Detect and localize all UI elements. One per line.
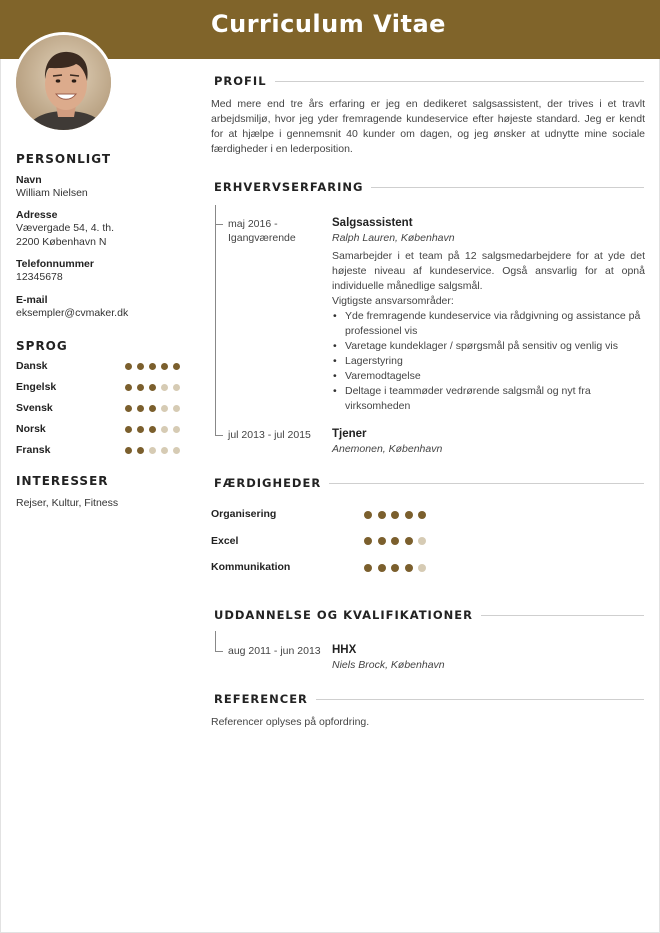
language-row — [16, 444, 186, 465]
job-title: Salgsassistent — [332, 217, 413, 229]
language-row — [16, 423, 186, 444]
language-name: Fransk — [16, 444, 51, 456]
document-title: Curriculum Vitae — [211, 10, 446, 38]
level-dot-filled — [378, 564, 386, 572]
responsibility-list — [332, 309, 645, 414]
level-dot-filled — [137, 363, 144, 370]
level-dot-empty — [418, 537, 426, 545]
list-item: • Lagerstyring — [332, 354, 645, 369]
level-dot-empty — [161, 447, 168, 454]
job-organization: Anemonen, København — [332, 443, 443, 455]
level-dot-filled — [149, 426, 156, 433]
language-list — [16, 360, 186, 465]
skills-heading: FÆRDIGHEDER — [214, 476, 329, 490]
level-dot-empty — [173, 447, 180, 454]
education-date: aug 2011 - jun 2013 — [228, 645, 321, 657]
field-value: 12345678 — [16, 271, 63, 283]
field-label: Adresse — [16, 209, 58, 221]
job-organization: Ralph Lauren, København — [332, 232, 455, 244]
language-name: Engelsk — [16, 381, 57, 393]
section-divider — [305, 699, 644, 700]
job-description: Samarbejder i et team på 12 salgsmedarbejdere for at yde det højeste niveau af kundeservice. Også ansvarlig for at opnå individuelle månedlige salgsmål. — [332, 250, 645, 292]
level-dot-filled — [418, 511, 426, 519]
interests-heading: INTERESSER — [16, 474, 109, 488]
level-dot-filled — [405, 537, 413, 545]
education-title: HHX — [332, 644, 357, 656]
timeline-tick — [215, 435, 223, 436]
level-dot-filled — [173, 363, 180, 370]
timeline-tick — [215, 224, 223, 225]
field-label: Telefonnummer — [16, 258, 94, 270]
language-level-dots — [125, 426, 180, 433]
level-dot-filled — [137, 426, 144, 433]
level-dot-filled — [391, 537, 399, 545]
level-dot-empty — [161, 384, 168, 391]
skill-level-dots — [364, 564, 426, 572]
skill-name: Kommunikation — [211, 561, 291, 573]
job-date — [228, 217, 296, 245]
skill-name: Excel — [211, 534, 239, 547]
timeline-line — [215, 631, 216, 652]
job-title: Tjener — [332, 428, 367, 440]
language-name: Norsk — [16, 423, 46, 435]
list-item: • Yde fremragende kundeservice via rådgivning og assistance på professionel vis — [332, 309, 645, 339]
languages-heading: SPROG — [16, 339, 68, 353]
level-dot-filled — [149, 363, 156, 370]
section-divider — [345, 187, 644, 188]
list-item: • Deltage i teammøder vedrørende salgsmål og nyt fra virksomheden — [332, 384, 645, 414]
field-label: E-mail — [16, 294, 48, 306]
level-dot-filled — [364, 511, 372, 519]
references-text: Referencer oplyses på opfordring. — [211, 716, 370, 728]
language-level-dots — [125, 405, 180, 412]
skill-level-dots — [364, 537, 426, 545]
level-dot-filled — [125, 405, 132, 412]
level-dot-filled — [125, 426, 132, 433]
section-divider — [268, 81, 644, 82]
level-dot-filled — [137, 405, 144, 412]
job-date: jul 2013 - jul 2015 — [228, 429, 311, 441]
level-dot-filled — [161, 363, 168, 370]
language-level-dots — [125, 447, 180, 454]
level-dot-empty — [173, 384, 180, 391]
level-dot-empty — [149, 447, 156, 454]
field-value: Vævergade 54, 4. th. — [16, 222, 115, 234]
level-dot-filled — [137, 384, 144, 391]
timeline-tick — [215, 651, 223, 652]
field-value: William Nielsen — [16, 187, 88, 199]
timeline-line — [215, 205, 216, 436]
job-date-line: Igangværende — [228, 232, 296, 244]
level-dot-empty — [418, 564, 426, 572]
level-dot-empty — [173, 405, 180, 412]
level-dot-empty — [161, 405, 168, 412]
language-level-dots — [125, 384, 180, 391]
experience-heading: ERHVERVSERFARING — [214, 180, 371, 194]
level-dot-filled — [364, 564, 372, 572]
skill-name: Organisering — [211, 508, 277, 520]
list-item: • Varetage kundeklager / spørgsmål på sensitiv og venlig vis — [332, 339, 645, 354]
level-dot-filled — [125, 363, 132, 370]
job-date-line: maj 2016 - — [228, 218, 278, 230]
field-value: 2200 København N — [16, 236, 107, 248]
level-dot-filled — [378, 511, 386, 519]
level-dot-filled — [364, 537, 372, 545]
education-heading: UDDANNELSE OG KVALIFIKATIONER — [214, 608, 481, 622]
level-dot-filled — [405, 564, 413, 572]
level-dot-filled — [137, 447, 144, 454]
job-list-intro: Vigtigste ansvarsområder: — [332, 295, 454, 307]
profile-heading: PROFIL — [214, 74, 275, 88]
level-dot-empty — [161, 426, 168, 433]
level-dot-filled — [405, 511, 413, 519]
language-name: Dansk — [16, 360, 48, 372]
level-dot-empty — [173, 426, 180, 433]
personal-heading: PERSONLIGT — [16, 152, 112, 166]
language-level-dots — [125, 363, 180, 370]
interests-text: Rejser, Kultur, Fitness — [16, 497, 119, 509]
field-name — [16, 174, 88, 200]
education-institution: Niels Brock, København — [332, 659, 445, 671]
section-divider — [312, 483, 644, 484]
field-phone — [16, 258, 94, 284]
language-name: Svensk — [16, 402, 53, 414]
level-dot-filled — [391, 511, 399, 519]
level-dot-filled — [125, 447, 132, 454]
language-row — [16, 360, 186, 381]
list-item: • Varemodtagelse — [332, 369, 645, 384]
profile-photo — [13, 32, 114, 133]
language-row — [16, 381, 186, 402]
profile-text: Med mere end tre års erfaring er jeg en dedikeret salgsassistent, der trives i et travlt arbejdsmiljø, hvor jeg yder fremragende kundeservice efter højeste standard. Jeg er kendt for at hjælpe i gennemsnit 40 kunder om dagen, og jeg ønsker at udnytte mine sociale færdigheder i en lederposition. — [211, 98, 645, 155]
field-value: eksempler@cvmaker.dk — [16, 307, 129, 319]
level-dot-filled — [149, 405, 156, 412]
level-dot-filled — [125, 384, 132, 391]
skill-level-dots — [364, 511, 426, 519]
field-label: Navn — [16, 174, 42, 186]
language-row — [16, 402, 186, 423]
field-email — [16, 294, 128, 320]
level-dot-filled — [378, 537, 386, 545]
level-dot-filled — [149, 384, 156, 391]
field-address — [16, 209, 114, 249]
references-heading: REFERENCER — [214, 692, 316, 706]
level-dot-filled — [391, 564, 399, 572]
